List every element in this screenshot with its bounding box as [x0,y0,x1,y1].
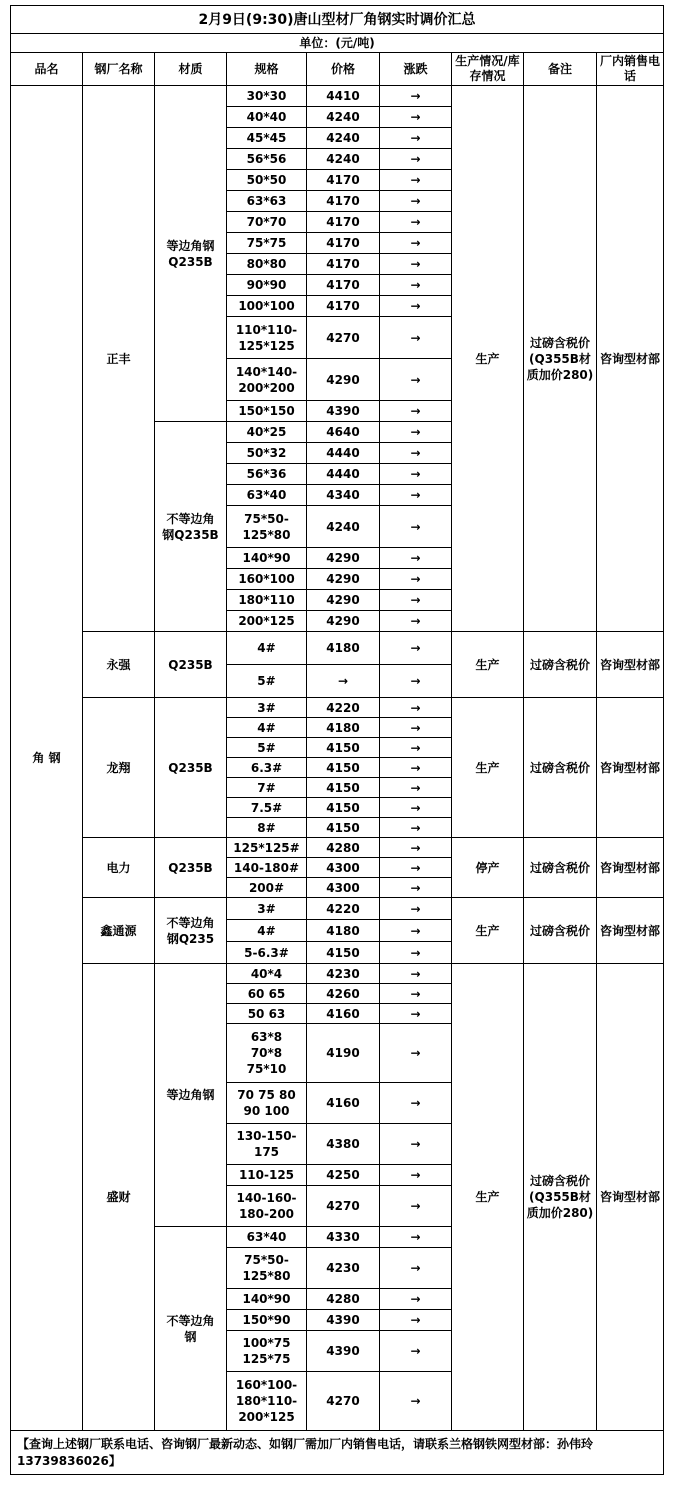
price-cell: 4180 [307,632,380,665]
change-cell: → [380,506,452,548]
spec-cell: 75*50- 125*80 [227,506,307,548]
price-cell: → [307,665,380,698]
change-cell: → [380,254,452,275]
spec-cell: 125*125# [227,838,307,858]
phone-cell: 咨询型材部 [597,964,664,1431]
change-cell: → [380,898,452,920]
change-cell: → [380,1227,452,1248]
price-cell: 4340 [307,485,380,506]
spec-cell: 70*70 [227,212,307,233]
status-cell: 生产 [452,898,524,964]
price-cell: 4150 [307,778,380,798]
spec-cell: 160*100 [227,569,307,590]
price-cell: 4220 [307,698,380,718]
spec-cell: 140*140- 200*200 [227,359,307,401]
price-cell: 4410 [307,86,380,107]
table-row [11,898,664,920]
table-row [11,964,664,984]
spec-cell: 160*100- 180*110- 200*125 [227,1372,307,1431]
change-cell: → [380,718,452,738]
spec-cell: 63*40 [227,1227,307,1248]
remark-cell: 过磅含税价 [524,698,597,838]
change-cell: → [380,590,452,611]
spec-cell: 200# [227,878,307,898]
price-cell: 4180 [307,920,380,942]
change-cell: → [380,1331,452,1372]
change-cell: → [380,1165,452,1186]
table-row [11,698,664,718]
price-cell: 4170 [307,191,380,212]
price-cell: 4380 [307,1124,380,1165]
price-cell: 4170 [307,233,380,254]
remark-cell: 过磅含税价 [524,632,597,698]
footer-note: 【查询上述钢厂联系电话、咨询钢厂最新动态、如钢厂需加厂内销售电话，请联系兰格钢铁网型材部：孙伟玲13739836026】 [11,1431,664,1475]
change-cell: → [380,86,452,107]
spec-cell: 100*75 125*75 [227,1331,307,1372]
header-spec: 规格 [227,53,307,86]
change-cell: → [380,665,452,698]
spec-cell: 110*110- 125*125 [227,317,307,359]
spec-cell: 140*90 [227,1289,307,1310]
spec-cell: 4# [227,632,307,665]
spec-cell: 140-180# [227,858,307,878]
price-cell: 4230 [307,964,380,984]
change-cell: → [380,149,452,170]
price-cell: 4270 [307,1372,380,1431]
header-mill: 钢厂名称 [83,53,155,86]
remark-cell: 过磅含税价 (Q355B材质加价280) [524,964,597,1431]
change-cell: → [380,422,452,443]
change-cell: → [380,170,452,191]
spec-cell: 5# [227,665,307,698]
mill-name: 电力 [83,838,155,898]
spec-cell: 60 65 [227,984,307,1004]
price-cell: 4280 [307,838,380,858]
change-cell: → [380,920,452,942]
change-cell: → [380,964,452,984]
spec-cell: 45*45 [227,128,307,149]
price-cell: 4170 [307,296,380,317]
table-row [11,86,664,107]
material-cell: 不等边角 钢Q235 [155,898,227,964]
status-cell: 生产 [452,698,524,838]
price-cell: 4150 [307,798,380,818]
change-cell: → [380,798,452,818]
spec-cell: 56*36 [227,464,307,485]
price-cell: 4160 [307,1004,380,1024]
price-cell: 4170 [307,212,380,233]
spec-cell: 7# [227,778,307,798]
change-cell: → [380,191,452,212]
spec-cell: 50*50 [227,170,307,191]
spec-cell: 5# [227,738,307,758]
change-cell: → [380,778,452,798]
price-cell: 4180 [307,718,380,738]
change-cell: → [380,858,452,878]
change-cell: → [380,128,452,149]
header-material: 材质 [155,53,227,86]
status-cell: 停产 [452,838,524,898]
spec-cell: 130-150- 175 [227,1124,307,1165]
spec-cell: 63*8 70*8 75*10 [227,1024,307,1083]
status-cell: 生产 [452,964,524,1431]
change-cell: → [380,1310,452,1331]
phone-cell: 咨询型材部 [597,898,664,964]
price-cell: 4390 [307,401,380,422]
remark-cell: 过磅含税价 [524,838,597,898]
page-title: 2月9日(9:30)唐山型材厂角钢实时调价汇总 [11,6,664,34]
price-cell: 4390 [307,1331,380,1372]
spec-cell: 63*63 [227,191,307,212]
mill-name: 永强 [83,632,155,698]
spec-cell: 40*40 [227,107,307,128]
spec-cell: 7.5# [227,798,307,818]
phone-cell: 咨询型材部 [597,86,664,632]
price-cell: 4250 [307,1165,380,1186]
header-change: 涨跌 [380,53,452,86]
price-cell: 4640 [307,422,380,443]
price-cell: 4290 [307,590,380,611]
spec-cell: 75*50- 125*80 [227,1248,307,1289]
spec-cell: 3# [227,898,307,920]
change-cell: → [380,758,452,778]
spec-cell: 75*75 [227,233,307,254]
header-price: 价格 [307,53,380,86]
price-cell: 4290 [307,569,380,590]
price-cell: 4270 [307,1186,380,1227]
status-cell: 生产 [452,86,524,632]
price-cell: 4290 [307,359,380,401]
price-table [10,5,664,1475]
material-cell: 等边角钢 [155,964,227,1227]
mill-name: 盛财 [83,964,155,1431]
spec-cell: 6.3# [227,758,307,778]
spec-cell: 56*56 [227,149,307,170]
change-cell: → [380,569,452,590]
change-cell: → [380,1248,452,1289]
price-cell: 4300 [307,878,380,898]
price-cell: 4240 [307,506,380,548]
price-cell: 4290 [307,611,380,632]
price-cell: 4240 [307,149,380,170]
change-cell: → [380,942,452,964]
price-cell: 4240 [307,107,380,128]
change-cell: → [380,698,452,718]
change-cell: → [380,548,452,569]
spec-cell: 8# [227,818,307,838]
price-cell: 4150 [307,738,380,758]
material-cell: Q235B [155,632,227,698]
mill-name: 正丰 [83,86,155,632]
change-cell: → [380,1289,452,1310]
spec-cell: 140*90 [227,548,307,569]
spec-cell: 40*4 [227,964,307,984]
price-cell: 4300 [307,858,380,878]
phone-cell: 咨询型材部 [597,698,664,838]
spec-cell: 50*32 [227,443,307,464]
spec-cell: 150*90 [227,1310,307,1331]
spec-cell: 150*150 [227,401,307,422]
header-product: 品名 [11,53,83,86]
change-cell: → [380,401,452,422]
spec-cell: 40*25 [227,422,307,443]
header-phone: 厂内销售电话 [597,53,664,86]
change-cell: → [380,296,452,317]
price-cell: 4240 [307,128,380,149]
material-cell: Q235B [155,698,227,838]
unit-label: 单位：(元/吨) [11,34,664,53]
change-cell: → [380,107,452,128]
spec-cell: 4# [227,718,307,738]
spec-cell: 3# [227,698,307,718]
spec-cell: 5-6.3# [227,942,307,964]
spec-cell: 4# [227,920,307,942]
table-header-row [11,53,664,86]
price-cell: 4150 [307,942,380,964]
price-cell: 4170 [307,170,380,191]
price-cell: 4260 [307,984,380,1004]
change-cell: → [380,878,452,898]
spec-cell: 100*100 [227,296,307,317]
price-cell: 4390 [307,1310,380,1331]
change-cell: → [380,464,452,485]
material-cell: Q235B [155,838,227,898]
spec-cell: 140-160- 180-200 [227,1186,307,1227]
price-cell: 4150 [307,758,380,778]
price-cell: 4190 [307,1024,380,1083]
remark-cell: 过磅含税价 [524,898,597,964]
price-cell: 4150 [307,818,380,838]
change-cell: → [380,1083,452,1124]
price-cell: 4290 [307,548,380,569]
price-cell: 4280 [307,1289,380,1310]
price-cell: 4170 [307,254,380,275]
header-status: 生产情况/库存情况 [452,53,524,86]
change-cell: → [380,1024,452,1083]
material-cell: 等边角钢 Q235B [155,86,227,422]
price-cell: 4160 [307,1083,380,1124]
header-remark: 备注 [524,53,597,86]
price-cell: 4170 [307,275,380,296]
phone-cell: 咨询型材部 [597,838,664,898]
table-row [11,838,664,858]
spec-cell: 50 63 [227,1004,307,1024]
status-cell: 生产 [452,632,524,698]
price-cell: 4440 [307,464,380,485]
material-cell: 不等边角 钢 [155,1227,227,1431]
spec-cell: 90*90 [227,275,307,296]
change-cell: → [380,984,452,1004]
remark-cell: 过磅含税价 (Q355B材质加价280) [524,86,597,632]
change-cell: → [380,1372,452,1431]
change-cell: → [380,1004,452,1024]
change-cell: → [380,632,452,665]
product-cell: 角 钢 [11,86,83,1431]
change-cell: → [380,818,452,838]
price-cell: 4440 [307,443,380,464]
change-cell: → [380,317,452,359]
change-cell: → [380,233,452,254]
footer-row [11,1431,664,1475]
spec-cell: 80*80 [227,254,307,275]
table-row [11,632,664,665]
change-cell: → [380,443,452,464]
change-cell: → [380,738,452,758]
mill-name: 龙翔 [83,698,155,838]
price-cell: 4230 [307,1248,380,1289]
change-cell: → [380,275,452,296]
spec-cell: 30*30 [227,86,307,107]
price-cell: 4330 [307,1227,380,1248]
spec-cell: 70 75 80 90 100 [227,1083,307,1124]
phone-cell: 咨询型材部 [597,632,664,698]
change-cell: → [380,359,452,401]
spec-cell: 110-125 [227,1165,307,1186]
spec-cell: 200*125 [227,611,307,632]
change-cell: → [380,1186,452,1227]
change-cell: → [380,212,452,233]
change-cell: → [380,1124,452,1165]
price-cell: 4220 [307,898,380,920]
spec-cell: 63*40 [227,485,307,506]
mill-name: 鑫通源 [83,898,155,964]
change-cell: → [380,838,452,858]
spec-cell: 180*110 [227,590,307,611]
price-cell: 4270 [307,317,380,359]
material-cell: 不等边角 钢Q235B [155,422,227,632]
change-cell: → [380,485,452,506]
change-cell: → [380,611,452,632]
